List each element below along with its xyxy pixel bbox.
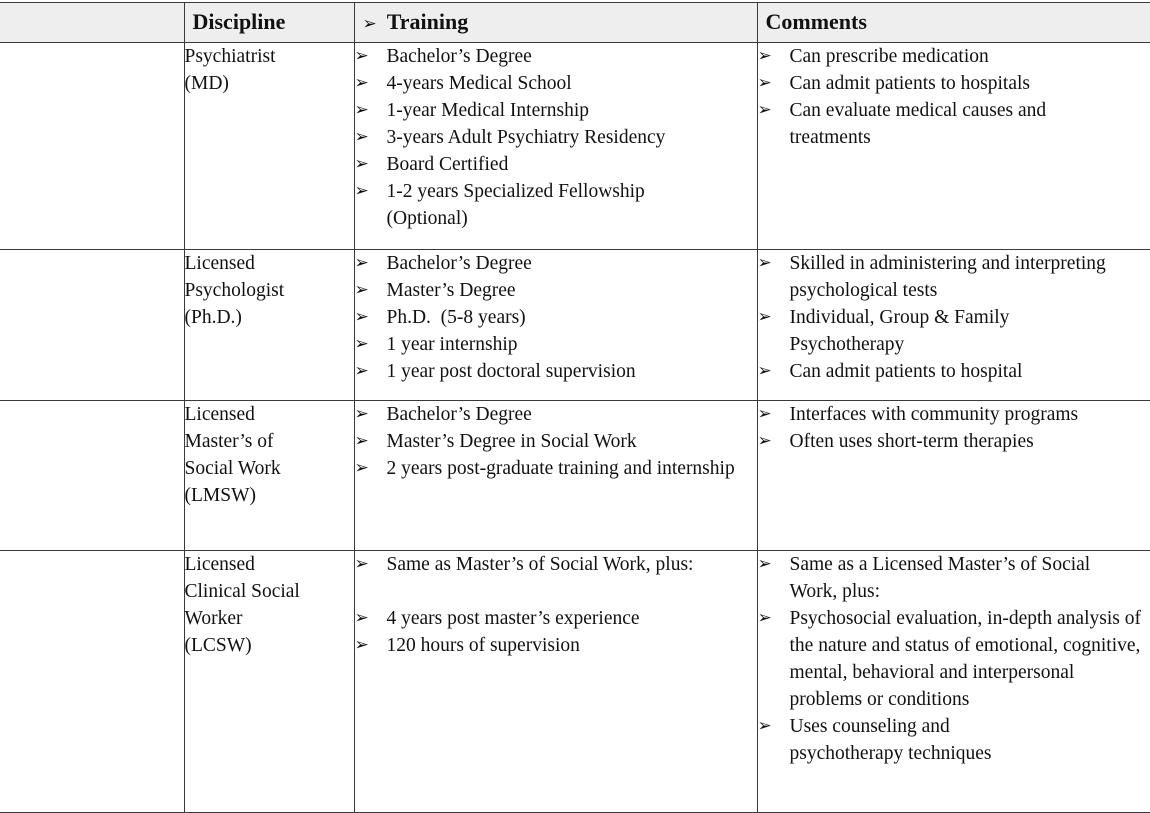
comment-item: ➢ Same as a Licensed Master’s of Social Work, plus: [758, 551, 1150, 605]
header-training [354, 3, 757, 43]
training-item: ➢ Master’s Degree in Social Work [355, 428, 757, 455]
training-item: ➢ Master’s Degree [355, 277, 757, 304]
header-comments: Comments [757, 3, 1150, 43]
disciplines-table [0, 2, 1150, 813]
comments-cell [757, 551, 1150, 813]
discipline-cell [184, 43, 354, 250]
comment-item: ➢ Can prescribe medication [758, 43, 1150, 70]
training-item: ➢ 1-year Medical Internship [355, 97, 757, 124]
table-row-psychiatrist [0, 43, 1150, 250]
arrow-bullet-icon: ➢ [362, 14, 377, 34]
training-item: ➢ Board Certified [355, 151, 757, 178]
discipline-line: Clinical Social [184, 581, 300, 602]
discipline-line: Licensed [184, 253, 255, 274]
comment-item: ➢ Uses counseling and psychotherapy techniques [758, 713, 1150, 767]
table-row-lmsw [0, 401, 1150, 551]
discipline-line: Social Work [184, 458, 281, 479]
table-row-psychologist [0, 250, 1150, 401]
training-item: ➢ 2 years post-graduate training and internship [355, 455, 757, 482]
blank-cell [0, 401, 184, 551]
training-item: ➢ Bachelor’s Degree [355, 401, 757, 428]
discipline-cell [184, 551, 354, 813]
training-item: ➢ 120 hours of supervision [355, 632, 757, 659]
discipline-line: (MD) [184, 73, 229, 94]
discipline-line: Licensed [184, 404, 255, 425]
comment-item: ➢ Interfaces with community programs [758, 401, 1150, 428]
training-item: ➢ 1 year internship [355, 331, 757, 358]
training-item: ➢ 3-years Adult Psychiatry Residency [355, 124, 757, 151]
blank-cell [0, 551, 184, 813]
blank-cell [0, 43, 184, 250]
training-cell [354, 401, 757, 551]
training-item: ➢ Bachelor’s Degree [355, 43, 757, 70]
blank-cell [0, 250, 184, 401]
comments-cell [757, 401, 1150, 551]
header-training-label: Training [386, 9, 469, 34]
discipline-line: Master’s of [184, 431, 274, 452]
comment-item: ➢ Psychosocial evaluation, in-depth analysis of the nature and status of emotional, cognitive, mental, behavioral and interpersonal problems or conditions [758, 605, 1150, 713]
discipline-line: Licensed [184, 554, 255, 575]
discipline-line: (LMSW) [184, 485, 256, 506]
discipline-cell [184, 401, 354, 551]
header-blank-cell [0, 3, 184, 43]
header-discipline: Discipline [184, 3, 354, 43]
comments-cell [757, 43, 1150, 250]
comment-item: ➢ Can admit patients to hospitals [758, 70, 1150, 97]
comments-cell [757, 250, 1150, 401]
comment-item: ➢ Individual, Group & Family Psychotherapy [758, 304, 1150, 358]
training-cell [354, 250, 757, 401]
discipline-line: Worker [184, 608, 243, 629]
training-item: ➢ 4 years post master’s experience [355, 605, 757, 632]
comment-item: ➢ Can admit patients to hospital [758, 358, 1150, 385]
comment-item: ➢ Skilled in administering and interpreting psychological tests [758, 250, 1150, 304]
table-row-lcsw [0, 551, 1150, 813]
training-item: ➢ Bachelor’s Degree [355, 250, 757, 277]
discipline-line: Psychologist [184, 280, 285, 301]
comment-item: ➢ Can evaluate medical causes and treatments [758, 97, 1150, 151]
discipline-line: Psychiatrist [184, 46, 276, 67]
training-item: ➢ 1 year post doctoral supervision [355, 358, 757, 385]
training-cell [354, 43, 757, 250]
training-cell [354, 551, 757, 813]
training-item: ➢ 4-years Medical School [355, 70, 757, 97]
discipline-line: (Ph.D.) [184, 307, 242, 328]
discipline-line: (LCSW) [184, 635, 252, 656]
discipline-cell [184, 250, 354, 401]
training-item: ➢ Same as Master’s of Social Work, plus: [355, 551, 757, 578]
training-item: ➢ Ph.D. (5-8 years) [355, 304, 757, 331]
header-row [0, 3, 1150, 43]
training-item: ➢ 1-2 years Specialized Fellowship (Optional) [355, 178, 757, 232]
comment-item: ➢ Often uses short-term therapies [758, 428, 1150, 455]
